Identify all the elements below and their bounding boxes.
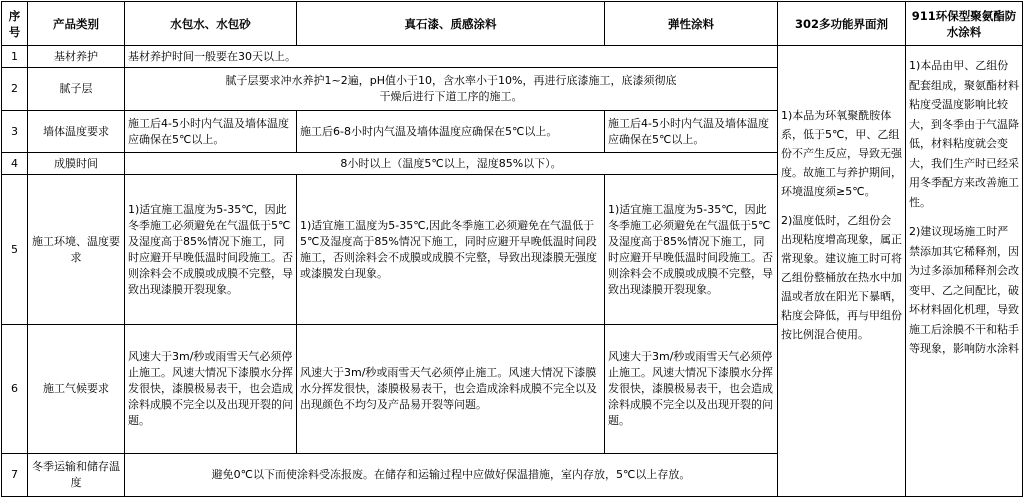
row-col-c: 1)适宜施工温度为5-35℃，因此冬季施工必须避免在气温低于5℃及湿度高于85%情况下施工，同时应避开早晚低温时间段施工。否则涂料会不成膜或成膜不完整，导致出现漆膜开裂现象。 <box>605 175 778 325</box>
col-911-note: 1)本品由甲、乙组份配套组成，聚氨酯材料粘度受温度影响比较大，到冬季由于气温降低，材料粘度就会变大，我们生产时已经采用冬季配方来改善施工性。 <box>909 59 1019 209</box>
row-seq: 5 <box>2 175 28 325</box>
row-col-b: 1)适宜施工温度为5-35℃,因此冬季施工必须避免在气温低于5℃及湿度高于85%情况下施工，同时应避开早晚低温时间段施工，否则涂料会不成膜或成膜不完整，导致出现漆膜无强度或漆膜发白现象。 <box>297 175 605 325</box>
row-text: 腻子层要求冲水养护1~2遍，pH值小于10，含水率小于10%，再进行底漆施工，底漆须彻底干燥后进行下道工序的施工。 <box>125 68 778 111</box>
col-911-notes-cell <box>906 46 1023 497</box>
header-col-b: 真石漆、质感涂料 <box>297 2 605 46</box>
col-911-note: 2)建议现场施工时严禁添加其它稀释剂，因为过多添加稀释剂会改变甲、乙之间配比，破坏材料固化机理，导致施工后涂膜不干和粘手等现象，影响防水涂料 <box>909 225 1019 355</box>
row-col-a: 施工后4-5小时内气温及墙体温度应确保在5℃以上。 <box>125 111 297 153</box>
row-label: 冬季运输和储存温度 <box>28 454 125 497</box>
row-seq: 4 <box>2 153 28 175</box>
header-col-302: 302多功能界面剂 <box>778 2 906 46</box>
row-seq: 6 <box>2 325 28 454</box>
row-label: 施工环境、温度要求 <box>28 175 125 325</box>
header-seq: 序号 <box>2 2 28 46</box>
row-label: 成膜时间 <box>28 153 125 175</box>
row-col-c: 施工后4-5小时内气温及墙体温度应确保在5℃以上。 <box>605 111 778 153</box>
row-col-c: 风速大于3m/秒或雨雪天气必须停止施工。风速大情况下漆膜水分挥发很快，漆膜极易表干，也会造成涂料成膜不完全以及出现开裂的问题。 <box>605 325 778 454</box>
row-text: 基材养护时间一般要在30天以上。 <box>125 46 778 68</box>
row-label: 基材养护 <box>28 46 125 68</box>
construction-spec-table <box>1 1 1023 497</box>
row-seq: 7 <box>2 454 28 497</box>
header-row <box>2 2 1023 46</box>
header-col-911: 911环保型聚氨酯防水涂料 <box>906 2 1023 46</box>
table-row <box>2 46 1023 68</box>
row-col-b: 施工后6-8小时内气温及墙体温度应确保在5℃以上。 <box>297 111 605 153</box>
row-seq: 1 <box>2 46 28 68</box>
header-col-a: 水包水、水包砂 <box>125 2 297 46</box>
row-seq: 2 <box>2 68 28 111</box>
col-302-note: 2)温度低时，乙组份会出现粘度增高现象，属正常现象。建议施工时可将乙组份整桶放在热水中加温或者放在阳光下暴晒，粘度会降低，再与甲组份按比例混合使用。 <box>781 214 902 341</box>
row-text: 避免0℃以下而使涂料受冻报废。在储存和运输过程中应做好保温措施，室内存放，5℃以上存放。 <box>125 454 778 497</box>
row-label: 腻子层 <box>28 68 125 111</box>
col-302-note: 1)本品为环氧聚酰胺体系，低于5℃，甲、乙组份不产生反应，导致无强度。故施工与养护期间，环境温度须≥5℃。 <box>781 109 902 198</box>
row-label: 施工气候要求 <box>28 325 125 454</box>
row-label: 墙体温度要求 <box>28 111 125 153</box>
row-col-a: 1)适宜施工温度为5-35℃，因此冬季施工必须避免在气温低于5℃及湿度高于85%情况下施工，同时应避开早晚低温时间段施工。否则涂料会不成膜或成膜不完整，导致出现漆膜开裂现象。 <box>125 175 297 325</box>
header-category: 产品类别 <box>28 2 125 46</box>
col-302-notes-cell <box>778 46 906 497</box>
row-text: 8小时以上（温度5℃以上，湿度85%以下）。 <box>125 153 778 175</box>
row-col-b: 风速大于3m/秒或雨雪天气必须停止施工。风速大情况下漆膜水分挥发很快，漆膜极易表干，也会造成涂料成膜不完全以及出现颜色不均匀及产品易开裂等问题。 <box>297 325 605 454</box>
row-col-a: 风速大于3m/秒或雨雪天气必须停止施工。风速大情况下漆膜水分挥发很快，漆膜极易表干，也会造成涂料成膜不完全以及出现开裂的问题。 <box>125 325 297 454</box>
header-col-c: 弹性涂料 <box>605 2 778 46</box>
row-seq: 3 <box>2 111 28 153</box>
